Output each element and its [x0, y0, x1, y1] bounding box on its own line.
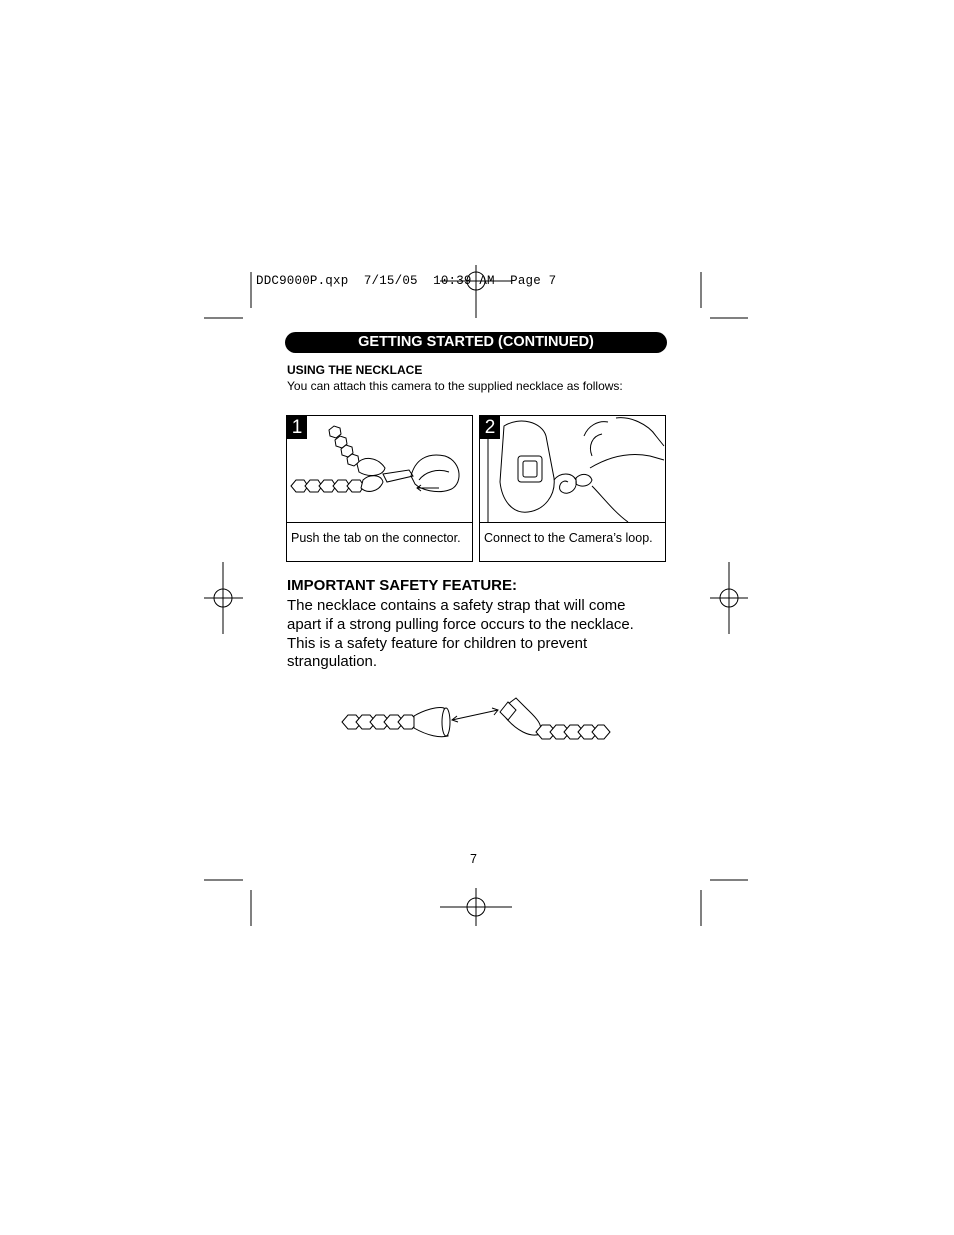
step-caption-1: Push the tab on the connector.: [287, 522, 472, 561]
page-number: 7: [470, 852, 477, 866]
step-caption-2: Connect to the Camera’s loop.: [480, 522, 665, 561]
safety-strap-illustration: [340, 690, 612, 750]
step-panel-1: [286, 415, 473, 562]
intro-text: You can attach this camera to the supplied necklace as follows:: [287, 379, 623, 393]
step-number-2: 2: [480, 416, 500, 439]
connector-illustration: [287, 416, 472, 522]
section-header: GETTING STARTED (CONTINUED): [285, 332, 667, 353]
subheading: USING THE NECKLACE: [287, 363, 423, 377]
camera-loop-illustration: [480, 416, 665, 522]
step-panel-2: [479, 415, 666, 562]
safety-body: The necklace contains a safety strap that will come apart if a strong pulling force occurs to the necklace. This is a safety feature for children to prevent strangulation.: [287, 597, 634, 671]
slug-line: DDC9000P.qxp 7/15/05 10:39 AM Page 7: [256, 274, 557, 288]
step-number-1: 1: [287, 416, 307, 439]
safety-title: IMPORTANT SAFETY FEATURE:: [287, 577, 517, 594]
